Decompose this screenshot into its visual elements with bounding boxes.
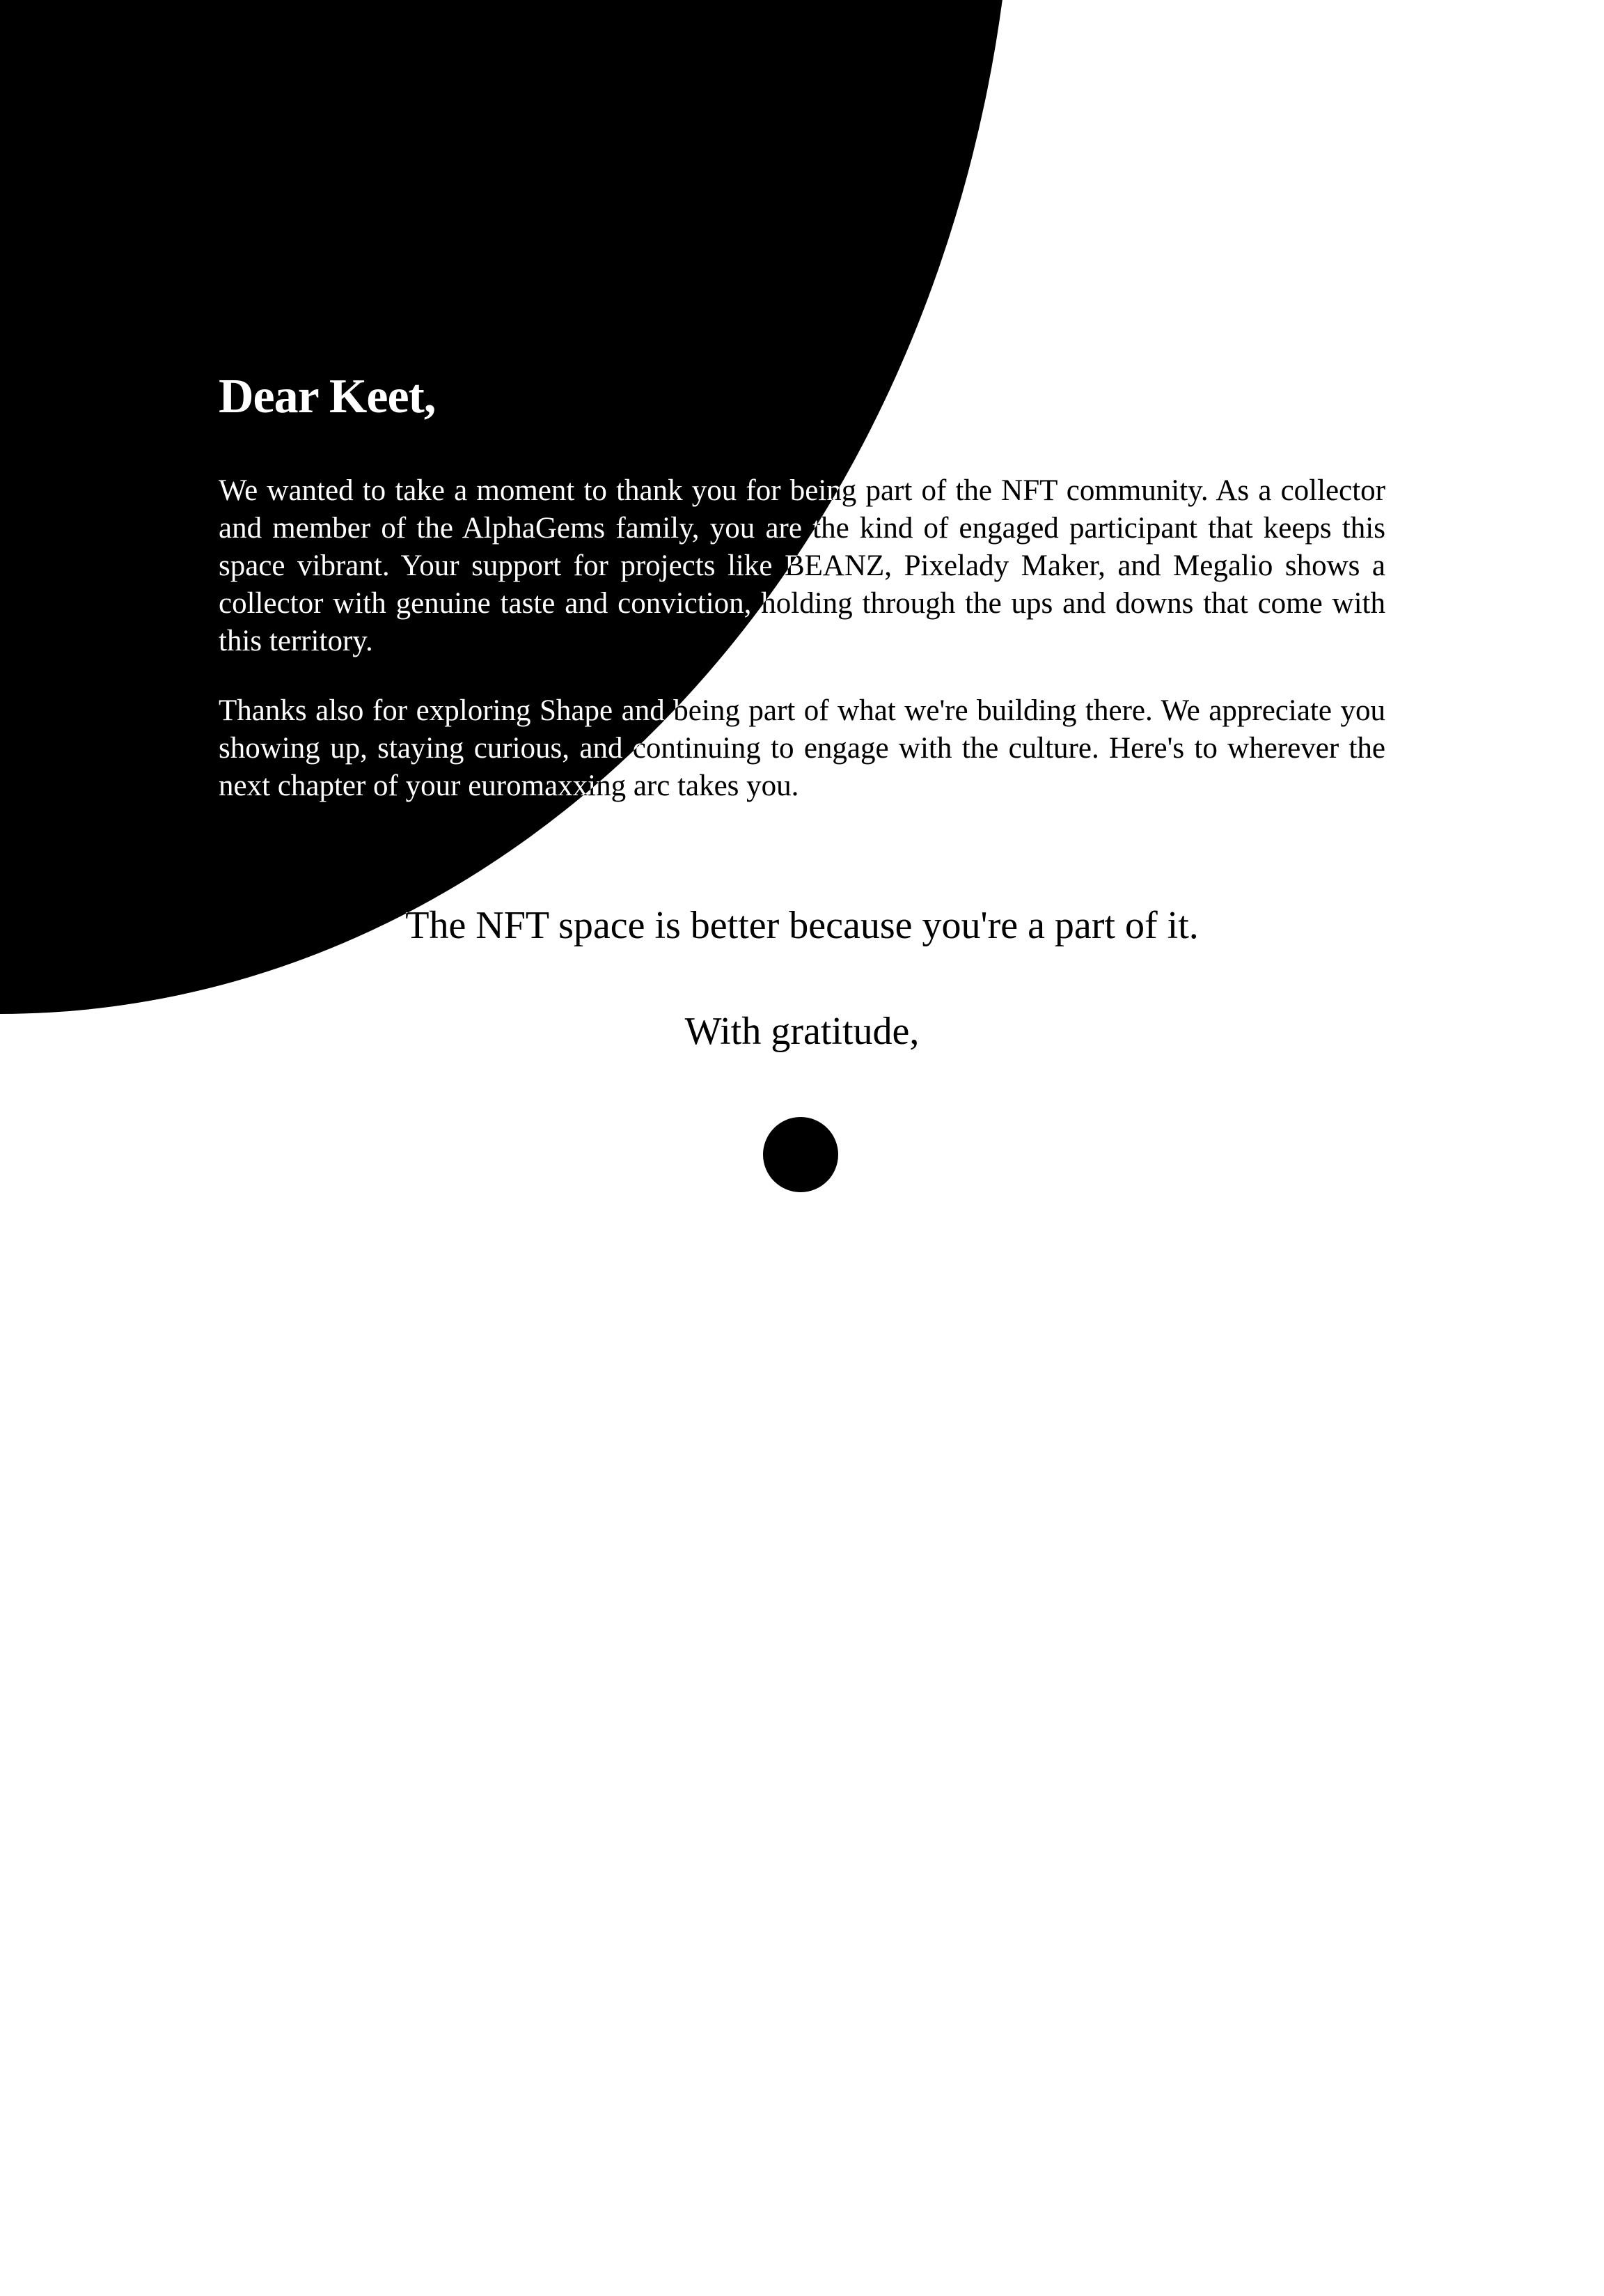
letter-sign-off: With gratitude, [684,1010,920,1053]
letter-closing-line: The NFT space is better because you're a part of it. [405,904,1199,947]
letter-greeting: Dear Keet, [219,370,436,423]
letter-paragraph-2: Thanks also for exploring Shape and being part of what we're building there. We appreciate you showing up, staying curious, and continuing to engage with the culture. Here's to wherever the next chapter of your euromaxxing arc takes you. [219,694,1385,802]
letter-paragraph-1: We wanted to take a moment to thank you for being part of the NFT community. As a collector and member of the AlphaGems family, you are the kind of engaged participant that keeps this space vibrant. Your support for projects like BEANZ, Pixelady Maker, and Megalio shows a collector with genuine taste and conviction, holding through the ups and downs that come with this territory. [219,474,1385,657]
decorative-small-circle [763,1117,838,1192]
